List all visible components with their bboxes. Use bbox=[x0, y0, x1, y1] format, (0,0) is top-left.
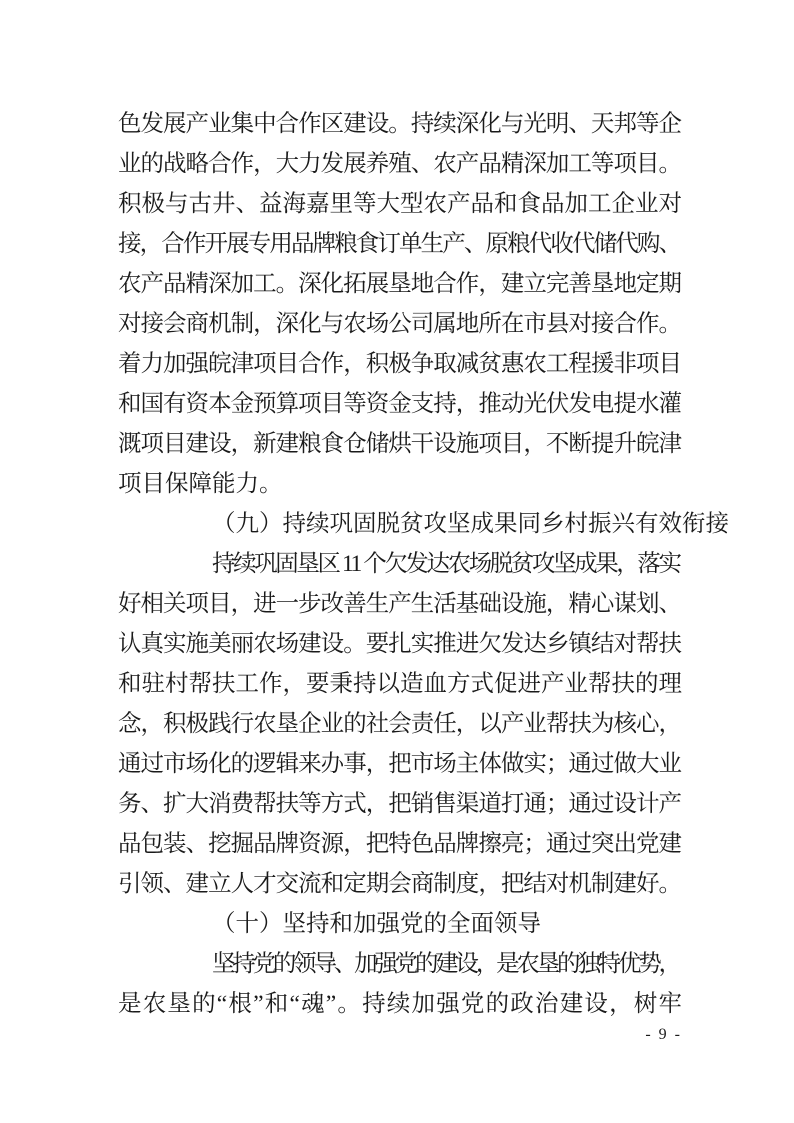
line-text: 色发展产业集中合作区建设。持续深化与光明、天邦等企 bbox=[118, 111, 682, 137]
text-line bbox=[118, 264, 682, 304]
line-text: （九）持续巩固脱贫攻坚成果同乡村振兴有效衔接 bbox=[212, 511, 729, 537]
line-text: 是农垦的“根”和“魂”。持续加强党的政治建设，树牢 bbox=[118, 991, 684, 1017]
line-text: 念，积极践行农垦企业的社会责任，以产业帮扶为核心， bbox=[118, 711, 682, 737]
text-line bbox=[118, 384, 682, 424]
text-line bbox=[118, 584, 682, 624]
line-text: 接，合作开展专用品牌粮食订单生产、原粮代收代储代购、 bbox=[118, 231, 681, 257]
line-text: 业的战略合作，大力发展养殖、农产品精深加工等项目。 bbox=[118, 151, 682, 177]
line-text: 认真实施美丽农场建设。要扎实推进欠发达乡镇结对帮扶 bbox=[118, 631, 682, 657]
line-text: 项目保障能力。 bbox=[118, 471, 283, 497]
text-line bbox=[118, 704, 682, 744]
line-text: 溉项目建设，新建粮食仓储烘干设施项目，不断提升皖津 bbox=[118, 431, 682, 457]
line-text: 引领、建立人才交流和定期会商制度，把结对机制建好。 bbox=[118, 871, 682, 897]
text-line bbox=[118, 784, 682, 824]
text-line bbox=[118, 664, 682, 704]
line-text: 好相关项目，进一步改善生产生活基础设施，精心谋划、 bbox=[118, 591, 682, 617]
section-heading bbox=[118, 904, 682, 944]
line-text: 品包装、挖掘品牌资源，把特色品牌擦亮；通过突出党建 bbox=[118, 831, 682, 857]
line-text: （十）坚持和加强党的全面领导 bbox=[212, 911, 541, 937]
text-line bbox=[118, 304, 682, 344]
line-text: 和驻村帮扶工作，要秉持以造血方式促进产业帮扶的理 bbox=[118, 671, 682, 697]
text-line bbox=[118, 984, 682, 1024]
text-line bbox=[118, 744, 682, 784]
document-body bbox=[118, 104, 729, 1024]
section-heading bbox=[118, 504, 729, 544]
text-line bbox=[118, 224, 682, 264]
line-text: 对接会商机制，深化与农场公司属地所在市县对接合作。 bbox=[118, 311, 682, 337]
text-line bbox=[118, 944, 682, 984]
text-line bbox=[118, 104, 682, 144]
line-text: 坚持党的领导、加强党的建设，是农垦的独特优势， bbox=[212, 951, 679, 977]
line-text: 着力加强皖津项目合作，积极争取减贫惠农工程援非项目 bbox=[118, 351, 682, 377]
text-line bbox=[118, 424, 682, 464]
line-text: 持续巩固垦区 11 个欠发达农场脱贫攻坚成果，落实 bbox=[212, 551, 680, 577]
text-line bbox=[118, 824, 682, 864]
text-line bbox=[118, 864, 682, 904]
text-line bbox=[118, 344, 682, 384]
text-line bbox=[118, 544, 682, 584]
line-text: 农产品精深加工。深化拓展垦地合作，建立完善垦地定期 bbox=[118, 271, 682, 297]
text-line bbox=[118, 624, 682, 664]
text-line bbox=[118, 184, 682, 224]
line-text: 务、扩大消费帮扶等方式，把销售渠道打通；通过设计产 bbox=[118, 791, 682, 817]
text-line bbox=[118, 464, 682, 504]
line-text: 积极与古井、益海嘉里等大型农产品和食品加工企业对 bbox=[118, 191, 682, 217]
text-line bbox=[118, 144, 682, 184]
page-number: - 9 - bbox=[645, 1026, 682, 1043]
line-text: 和国有资本金预算项目等资金支持，推动光伏发电提水灌 bbox=[118, 391, 682, 417]
line-text: 通过市场化的逻辑来办事，把市场主体做实；通过做大业 bbox=[118, 751, 682, 777]
